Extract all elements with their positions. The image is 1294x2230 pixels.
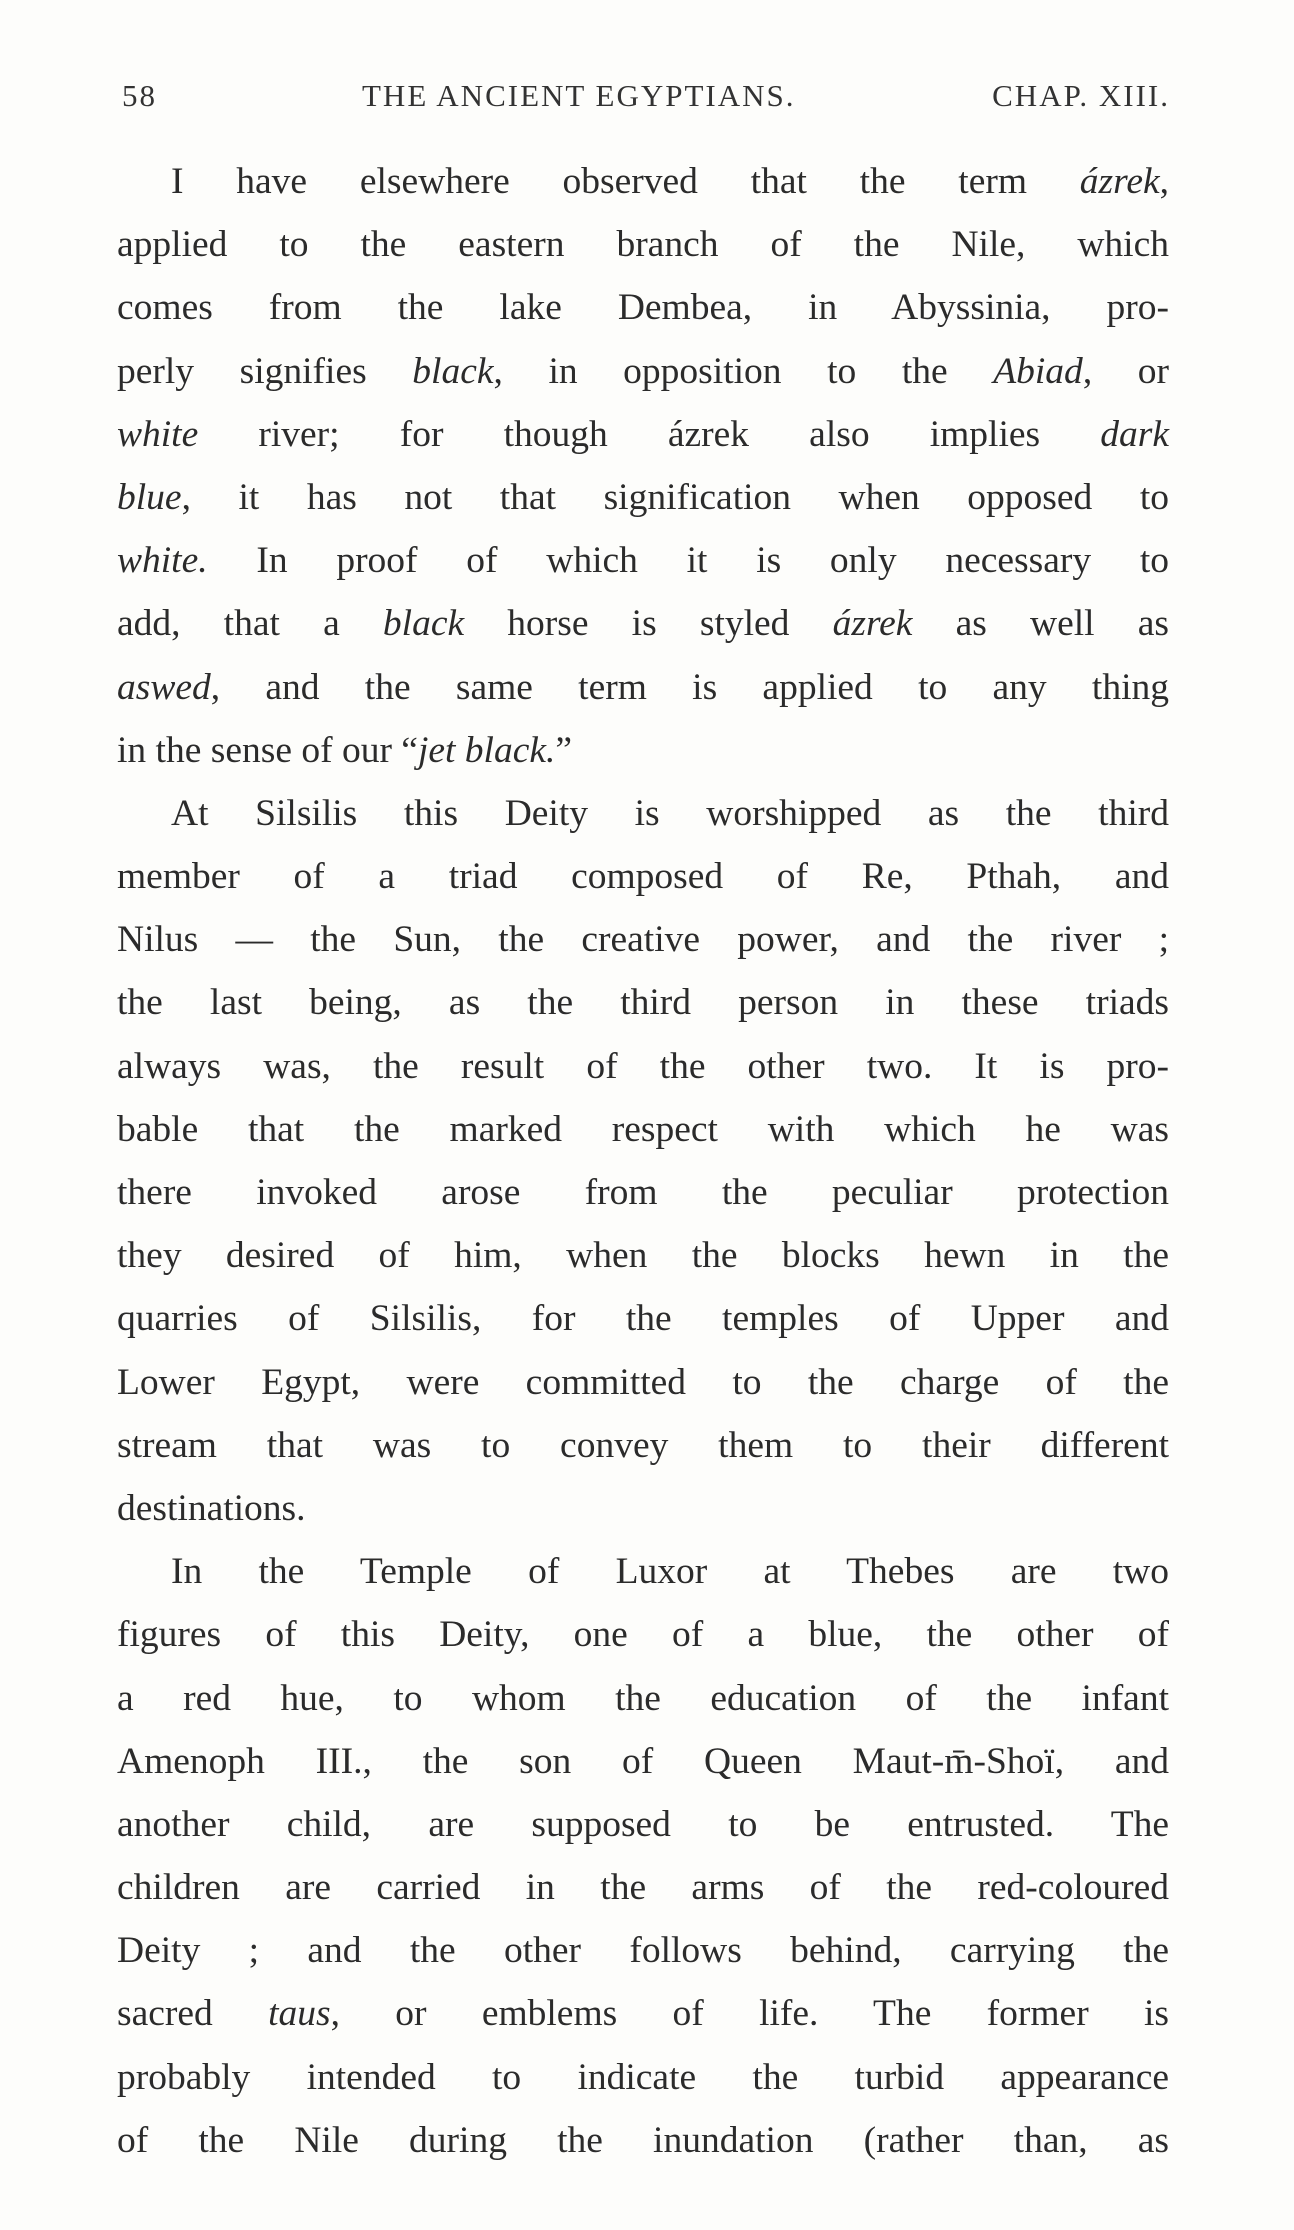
running-title: THE ANCIENT EGYPTIANS. xyxy=(362,78,796,113)
text-segment: In proof of which it is only necessary to xyxy=(207,540,1169,582)
text-line xyxy=(117,1919,1169,1982)
text-segment: comes from the lake Dembea, in Abyssinia, pro- xyxy=(117,287,1169,329)
italic-text: white. xyxy=(117,540,208,582)
text-segment: applied to the eastern branch of the Nile, which xyxy=(117,224,1169,266)
text-line xyxy=(117,971,1169,1034)
text-line xyxy=(117,2109,1169,2172)
text-line xyxy=(117,719,1169,782)
italic-text: aswed xyxy=(117,666,211,708)
text-line xyxy=(117,150,1169,213)
text-segment: horse is styled xyxy=(464,603,833,645)
text-line xyxy=(117,466,1169,529)
text-segment: quarries of Silsilis, for the temples of Upper and xyxy=(117,1298,1169,1340)
text-segment: , or emblems of life. The former is xyxy=(330,1993,1169,2035)
text-segment: sacred xyxy=(117,1993,269,2035)
text-segment: a red hue, to whom the education of the infant xyxy=(117,1677,1169,1719)
text-segment: add, that a xyxy=(117,603,383,645)
text-segment: the last being, as the third person in these triads xyxy=(117,982,1169,1024)
italic-text: ázrek xyxy=(1079,161,1160,202)
text-line xyxy=(117,1351,1169,1414)
text-line xyxy=(117,1603,1169,1666)
text-segment: another child, are supposed to be entrusted. The xyxy=(117,1803,1169,1845)
text-line xyxy=(117,656,1169,719)
text-segment: , xyxy=(1159,161,1169,202)
text-segment: At Silsilis this Deity is worshipped as the third xyxy=(171,792,1169,834)
text-line xyxy=(117,1667,1169,1730)
text-line xyxy=(117,1856,1169,1919)
text-line xyxy=(117,908,1169,971)
text-line xyxy=(117,1982,1169,2045)
text-line xyxy=(117,592,1169,655)
text-segment: stream that was to convey them to their different xyxy=(117,1424,1169,1466)
text-segment: Nilus — the Sun, the creative power, and the river ; xyxy=(117,919,1169,961)
text-line xyxy=(117,1730,1169,1793)
italic-text: ázrek xyxy=(832,603,913,645)
text-segment: always was, the result of the other two. It is pro- xyxy=(117,1045,1169,1087)
text-segment: children are carried in the arms of the red-coloured xyxy=(117,1867,1169,1909)
italic-text: jet black. xyxy=(417,729,556,771)
text-line xyxy=(117,845,1169,908)
text-line xyxy=(117,213,1169,276)
text-line xyxy=(117,1793,1169,1856)
text-segment: destinations. xyxy=(117,1487,306,1529)
text-segment: perly signifies xyxy=(117,350,413,392)
text-segment: member of a triad composed of Re, Pthah, and xyxy=(117,856,1169,898)
text-line xyxy=(117,1414,1169,1477)
text-line xyxy=(117,403,1169,466)
italic-text: white xyxy=(117,413,199,455)
text-segment: river; for though ázrek also implies xyxy=(198,413,1101,455)
text-line xyxy=(117,276,1169,339)
text-segment: as well as xyxy=(912,603,1169,645)
body-text xyxy=(117,150,1169,2172)
text-line xyxy=(117,1477,1169,1540)
text-segment: probably intended to indicate the turbid appearance xyxy=(117,2056,1169,2098)
text-line xyxy=(117,1224,1169,1287)
text-line xyxy=(117,1287,1169,1350)
text-segment: bable that the marked respect with which he was xyxy=(117,1108,1169,1150)
text-line xyxy=(117,2046,1169,2109)
text-line xyxy=(117,782,1169,845)
text-segment: of the Nile during the inundation (rather than, as xyxy=(117,2119,1169,2161)
italic-text: black xyxy=(412,350,494,392)
text-line xyxy=(117,529,1169,592)
text-line xyxy=(117,340,1169,403)
page-header xyxy=(122,78,1170,124)
text-segment: , it has not that signification when opposed to xyxy=(181,476,1169,518)
text-segment: Lower Egypt, were committed to the charge of the xyxy=(117,1361,1169,1403)
text-segment: in the sense of our “ xyxy=(117,729,418,771)
text-segment: , or xyxy=(1082,350,1169,392)
italic-text: Abiad xyxy=(993,350,1083,392)
text-line xyxy=(117,1035,1169,1098)
italic-text: dark xyxy=(1100,413,1169,455)
text-segment: there invoked arose from the peculiar protection xyxy=(117,1172,1169,1213)
text-segment: ” xyxy=(555,729,573,771)
text-segment: Amenoph III., the son of Queen Maut-m̄-Shoï, and xyxy=(117,1740,1169,1782)
italic-text: taus xyxy=(268,1993,331,2035)
italic-text: blue xyxy=(117,476,182,518)
text-line xyxy=(117,1098,1169,1161)
text-segment: figures of this Deity, one of a blue, the other of xyxy=(117,1614,1169,1656)
text-line xyxy=(117,1540,1169,1603)
text-segment: Deity ; and the other follows behind, carrying the xyxy=(117,1930,1169,1972)
page-number: 58 xyxy=(122,78,157,113)
text-segment: , and the same term is applied to any thing xyxy=(210,666,1169,708)
italic-text: black xyxy=(382,603,465,645)
text-segment: , in opposition to the xyxy=(493,350,994,392)
chapter-label: CHAP. XIII. xyxy=(992,78,1170,113)
text-segment: they desired of him, when the blocks hewn in the xyxy=(117,1235,1169,1277)
text-segment: In the Temple of Luxor at Thebes are two xyxy=(171,1551,1169,1593)
text-segment: I have elsewhere observed that the term xyxy=(171,161,1080,202)
text-line xyxy=(117,1161,1169,1224)
